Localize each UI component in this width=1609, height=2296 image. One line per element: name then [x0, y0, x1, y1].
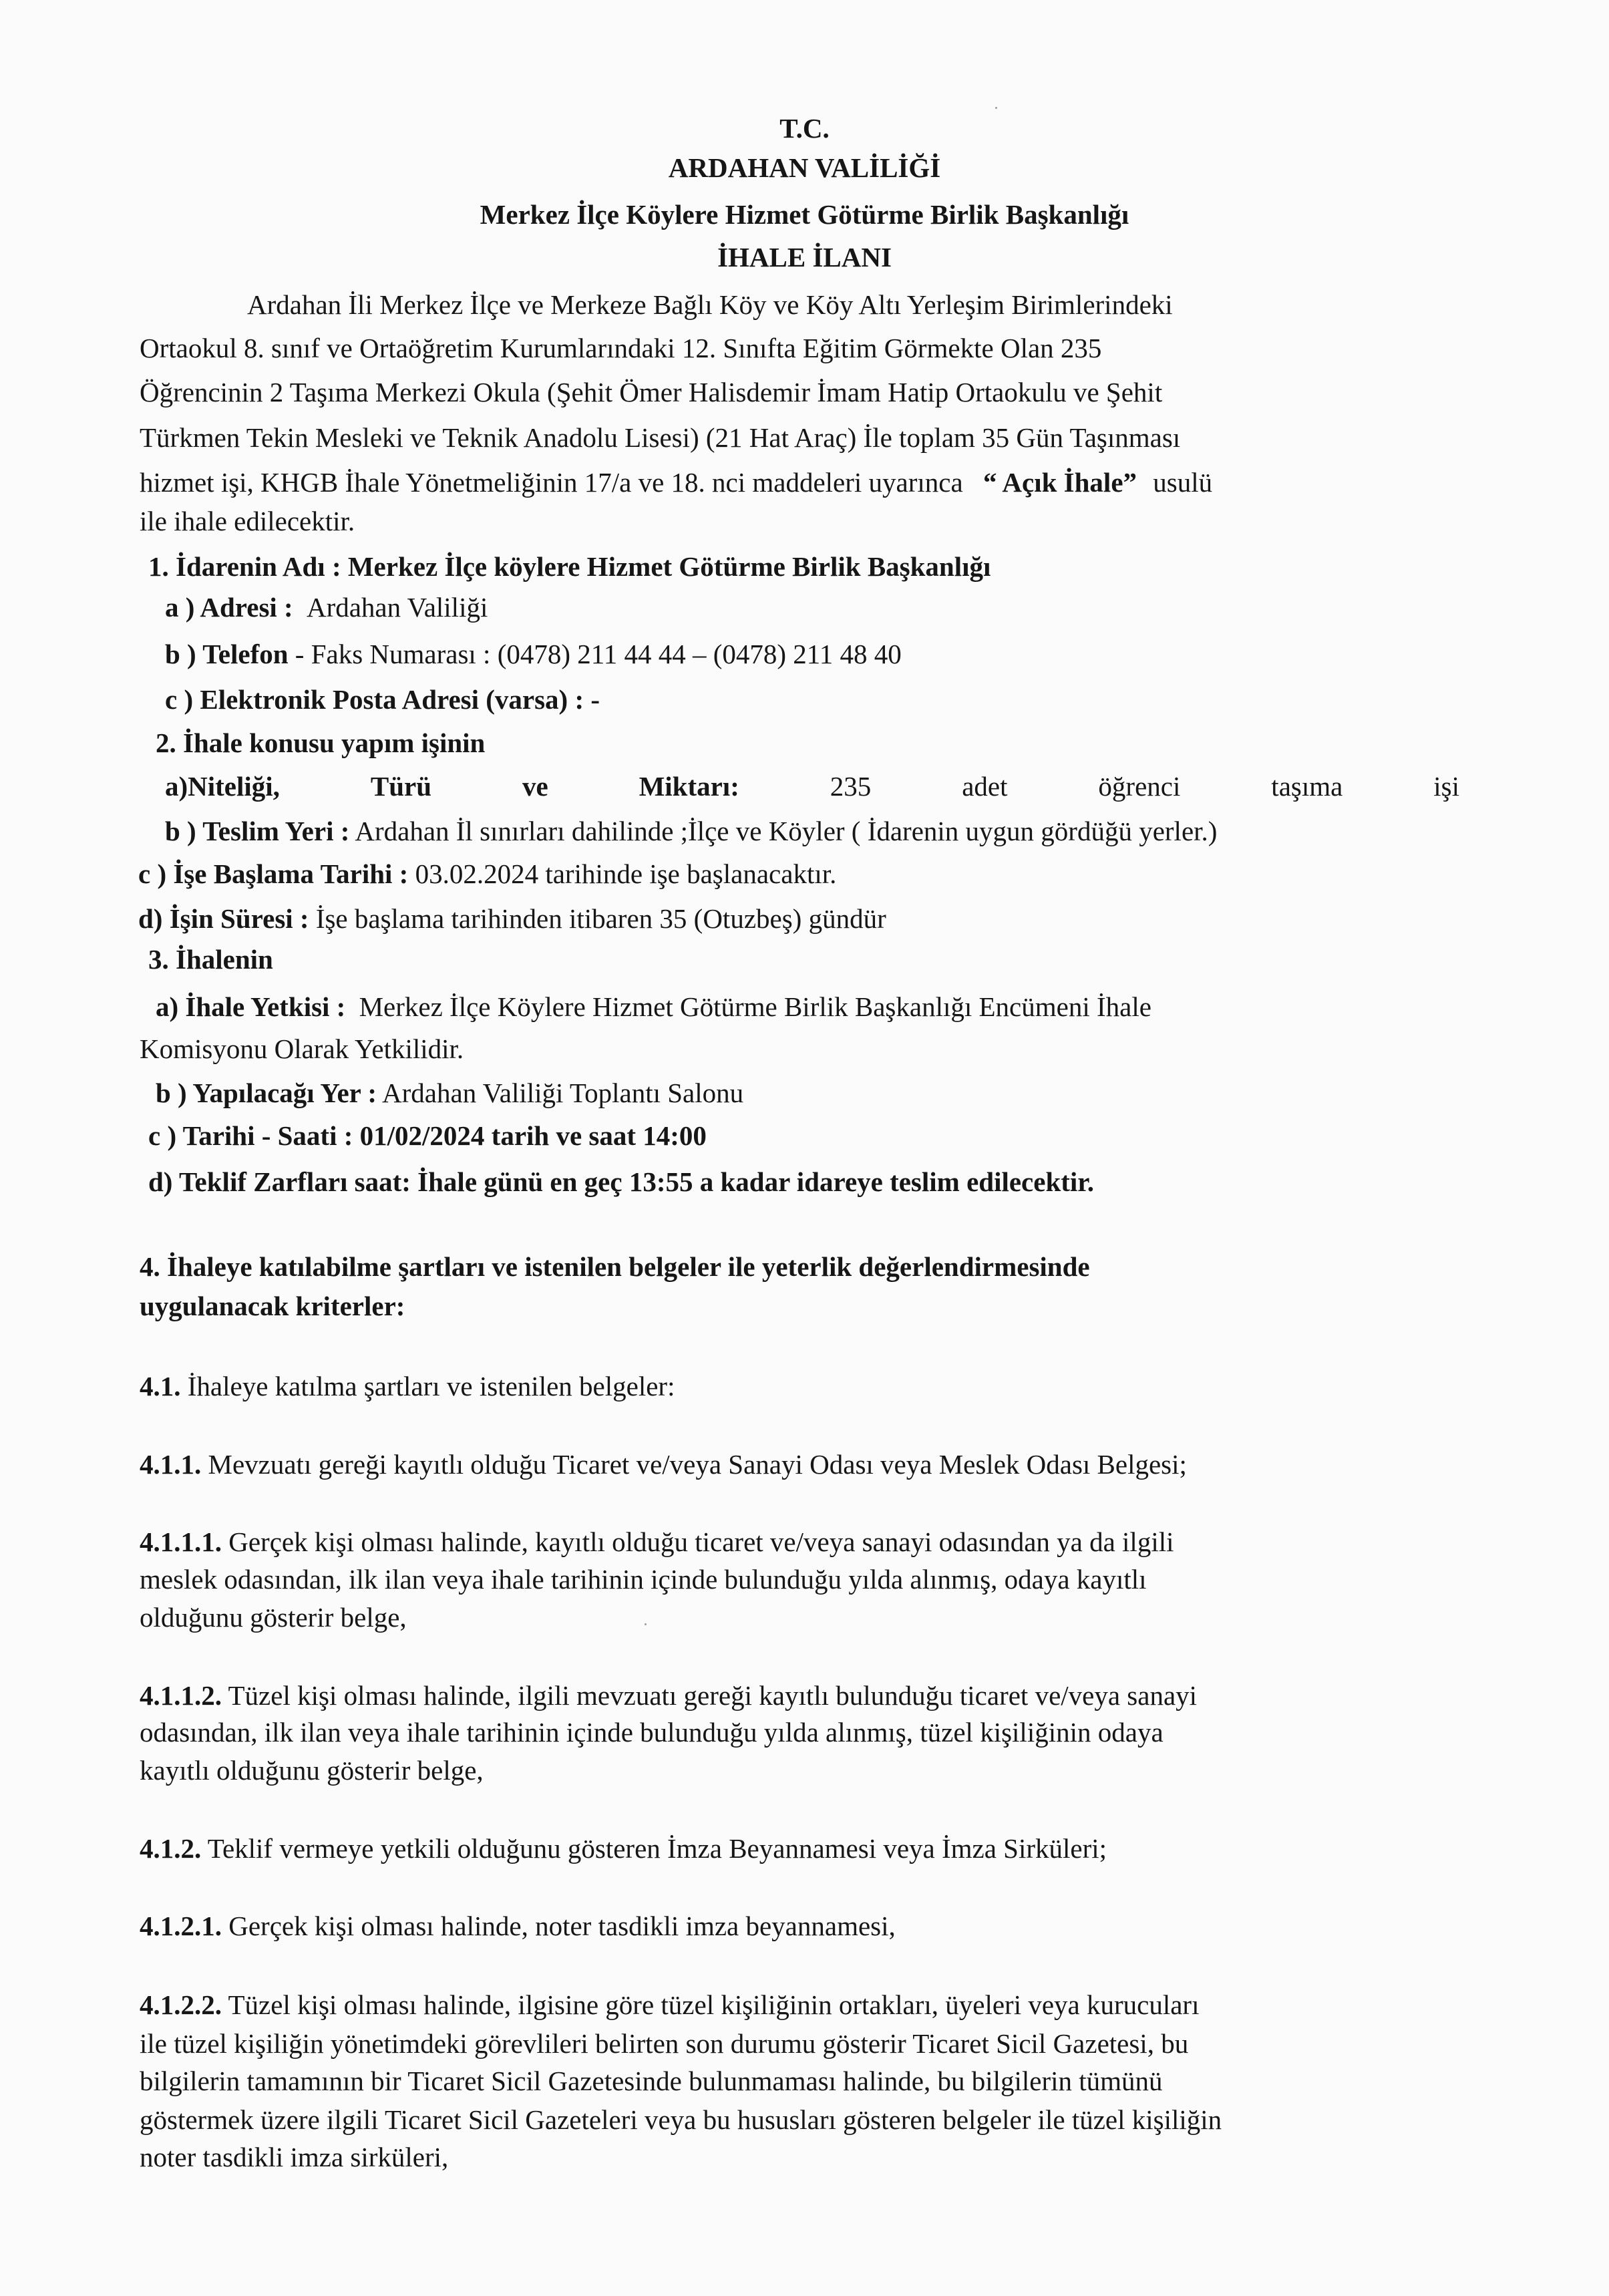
- item-4-1-2-2-line-4: göstermek üzere ilgili Ticaret Sicil Gazeteleri veya bu hususları gösteren belgeler ile tüzel kişiliğin: [140, 2104, 1222, 2135]
- item-4-1-2-1-number: 4.1.2.1.: [140, 1911, 222, 1941]
- item-4-1-1-text: Mevzuatı gereği kayıtlı olduğu Ticaret ve/veya Sanayi Odası veya Meslek Odası Belgesi;: [208, 1449, 1187, 1480]
- item-4-1-number: 4.1.: [140, 1371, 181, 1402]
- duration-label: d) İşin Süresi :: [138, 903, 309, 934]
- item-4-1-1-2-number: 4.1.1.2.: [140, 1680, 222, 1711]
- authority-row: [156, 990, 1151, 1023]
- quantity-value: 235: [830, 771, 872, 802]
- item-4-1-2-2-line-3: bilgilerin tamamının bir Ticaret Sicil Gazetesinde bulunmaması halinde, bu bilgilerin tümünü: [140, 2066, 1163, 2096]
- email-row: c ) Elektronik Posta Adresi (varsa) : -: [165, 684, 600, 715]
- intro-line-5-text: hizmet işi, KHGB İhale Yönetmeliğinin 17/a ve 18. nci maddeleri uyarınca: [140, 467, 963, 498]
- section-1-heading: 1. İdarenin Adı : Merkez İlçe köylere Hizmet Götürme Birlik Başkanlığı: [148, 551, 991, 582]
- item-4-1-1-1-line-3: olduğunu gösterir belge,: [140, 1602, 407, 1633]
- item-4-1: [140, 1369, 675, 1403]
- item-4-1-2-2-number: 4.1.2.2.: [140, 1989, 222, 2020]
- item-4-1-1: [140, 1448, 1187, 1481]
- quantity-label: Miktarı:: [639, 771, 739, 802]
- item-4-1-2-2: [140, 1988, 1199, 2021]
- intro-line-4: Türkmen Tekin Mesleki ve Teknik Anadolu Lisesi) (21 Hat Araç) İle toplam 35 Gün Taşınması: [140, 422, 1181, 453]
- phone-label: b ) Telefon: [165, 639, 289, 669]
- nature-label: a)Niteliği,: [165, 771, 280, 802]
- item-4-1-1-1: [140, 1525, 1174, 1559]
- scan-speck: [645, 1623, 647, 1625]
- announcement-title: İHALE İLANI: [717, 242, 892, 273]
- section-4-heading-cont: uygulanacak kriterler:: [140, 1291, 405, 1321]
- item-4-1-1-1-line-2: meslek odasından, ilk ilan veya ihale tarihinin içinde bulunduğu yılda alınmış, odaya kayıtlı: [140, 1564, 1147, 1595]
- and-word: ve: [522, 771, 548, 802]
- delivery-label: b ) Teslim Yeri :: [165, 816, 350, 846]
- item-4-1-2-1-text: Gerçek kişi olması halinde, noter tasdikli imza beyannamesi,: [228, 1911, 896, 1941]
- authority-label: a) İhale Yetkisi :: [156, 991, 346, 1022]
- place-value: Ardahan Valiliği Toplantı Salonu: [382, 1078, 744, 1108]
- intro-line-5: [140, 466, 1212, 499]
- item-4-1-2: [140, 1832, 1107, 1865]
- intro-line-1: Ardahan İli Merkez İlçe ve Merkeze Bağlı Köy ve Köy Altı Yerleşim Birimlerindeki: [247, 289, 1173, 320]
- item-4-1-1-1-number: 4.1.1.1.: [140, 1526, 222, 1557]
- envelopes-row: d) Teklif Zarfları saat: İhale günü en geç 13:55 a kadar idareye teslim edilecektir.: [148, 1166, 1094, 1197]
- item-4-1-2-number: 4.1.2.: [140, 1833, 202, 1864]
- place-label: b ) Yapılacağı Yer :: [156, 1078, 377, 1108]
- item-4-1-2-1: [140, 1909, 896, 1943]
- job-word: işi: [1433, 771, 1459, 802]
- intro-line-3: Öğrencinin 2 Taşıma Merkezi Okula (Şehit Ömer Halisdemir İmam Hatip Ortaokulu ve Şehit: [140, 377, 1163, 407]
- date-time-row: c ) Tarihi - Saati : 01/02/2024 tarih ve saat 14:00: [148, 1120, 707, 1151]
- transport-word: taşıma: [1271, 771, 1343, 802]
- open-tender-term: “ Açık İhale”: [982, 467, 1137, 498]
- intro-line-6: ile ihale edilecektir.: [140, 506, 355, 536]
- item-4-1-1-2-line-2: odasından, ilk ilan veya ihale tarihinin içinde bulunduğu yılda alınmış, tüzel kişiliğinin odaya: [140, 1717, 1164, 1748]
- item-4-1-1-number: 4.1.1.: [140, 1449, 202, 1480]
- section-3-heading: 3. İhalenin: [148, 944, 273, 975]
- address-row: [165, 591, 488, 624]
- start-date-label: c ) İşe Başlama Tarihi :: [138, 858, 409, 889]
- section-2-heading: 2. İhale konusu yapım işinin: [156, 727, 486, 758]
- delivery-row: [165, 814, 1217, 848]
- item-4-1-1-1-text: Gerçek kişi olması halinde, kayıtlı olduğu ticaret ve/veya sanayi odasından ya da ilgili: [228, 1526, 1174, 1557]
- intro-line-5-end: usulü: [1153, 467, 1213, 498]
- item-4-1-2-2-line-2: ile tüzel kişiliğin yönetimdeki görevlileri belirten son durumu gösterir Ticaret Sicil Gazetesi, bu: [140, 2028, 1189, 2059]
- item-4-1-1-2: [140, 1679, 1197, 1712]
- item-4-1-1-2-line-3: kayıtlı olduğunu gösterir belge,: [140, 1755, 484, 1786]
- header-governorship: ARDAHAN VALİLİĞİ: [668, 152, 941, 183]
- intro-line-2: Ortaokul 8. sınıf ve Ortaöğretim Kurumlarındaki 12. Sınıfta Eğitim Görmekte Olan 235: [140, 333, 1102, 363]
- item-4-1-1-2-text: Tüzel kişi olması halinde, ilgili mevzuatı gereği kayıtlı bulunduğu ticaret ve/veya sanayi: [228, 1680, 1198, 1711]
- item-4-1-2-2-line-5: noter tasdikli imza sirküleri,: [140, 2142, 449, 2172]
- delivery-value: Ardahan İl sınırları dahilinde ;İlçe ve Köyler ( İdarenin uygun gördüğü yerler.): [355, 816, 1218, 846]
- type-label: Türü: [370, 771, 432, 802]
- place-row: [156, 1076, 743, 1110]
- section-4-heading: 4. İhaleye katılabilme şartları ve istenilen belgeler ile yeterlik değerlendirmesinde: [140, 1251, 1090, 1282]
- item-4-1-2-2-text: Tüzel kişi olması halinde, ilgisine göre tüzel kişiliğinin ortakları, üyeleri veya kurucuları: [228, 1989, 1200, 2020]
- phone-row: [165, 637, 902, 671]
- start-date-row: [138, 857, 836, 890]
- duration-value: İşe başlama tarihinden itibaren 35 (Otuzbeş) gündür: [315, 903, 886, 934]
- header-union: Merkez İlçe Köylere Hizmet Götürme Birlik Başkanlığı: [480, 199, 1129, 230]
- authority-continuation: Komisyonu Olarak Yetkilidir.: [140, 1033, 464, 1064]
- header-tc: T.C.: [779, 113, 830, 144]
- scan-speck: [995, 107, 997, 109]
- address-label: a ) Adresi :: [165, 592, 293, 623]
- item-4-1-text: İhaleye katılma şartları ve istenilen belgeler:: [187, 1371, 675, 1402]
- nature-type-quantity-row: [165, 770, 1459, 803]
- start-date-value: 03.02.2024 tarihinde işe başlanacaktır.: [415, 858, 837, 889]
- duration-row: [138, 902, 886, 935]
- unit-word: adet: [962, 771, 1008, 802]
- address-value: Ardahan Valiliği: [306, 592, 488, 623]
- authority-value: Merkez İlçe Köylere Hizmet Götürme Birlik Başkanlığı Encümeni İhale: [359, 991, 1151, 1022]
- phone-fax-numbers: - Faks Numarası : (0478) 211 44 44 – (0478) 211 48 40: [295, 639, 902, 669]
- student-word: öğrenci: [1098, 771, 1181, 802]
- item-4-1-2-text: Teklif vermeye yetkili olduğunu gösteren İmza Beyannamesi veya İmza Sirküleri;: [207, 1833, 1107, 1864]
